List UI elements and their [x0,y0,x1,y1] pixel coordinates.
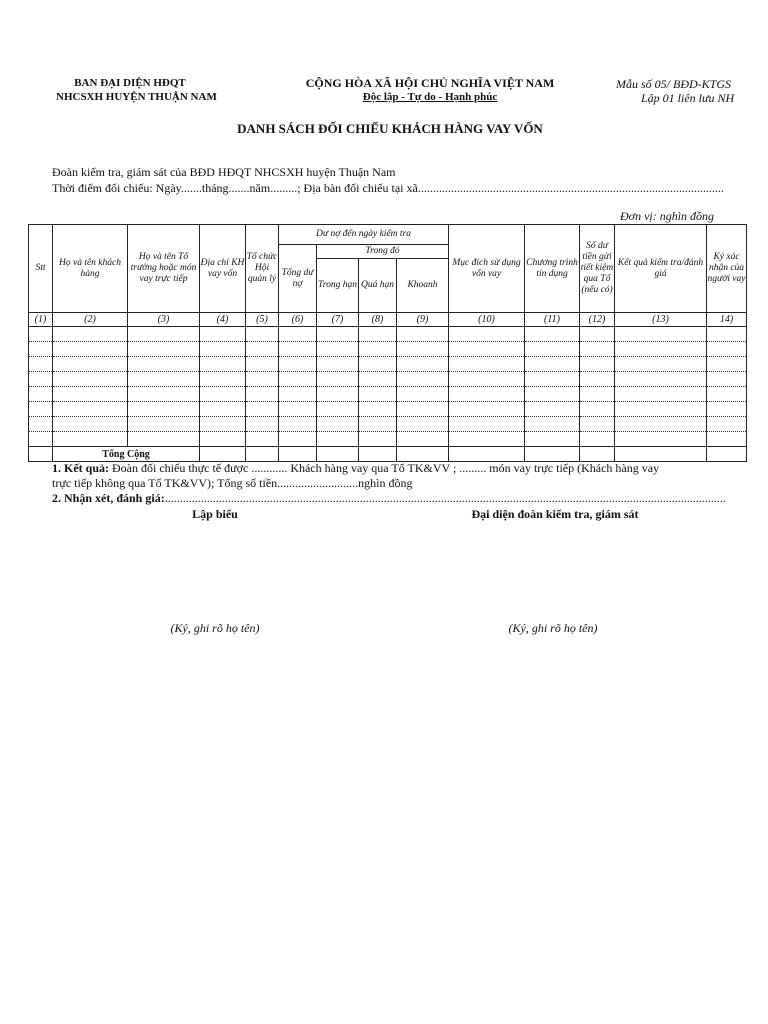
col-num: (5) [246,313,279,327]
col-num: (12) [580,313,615,327]
table-row [29,342,747,357]
total-row [29,447,747,462]
table-row [29,417,747,432]
prepared-by-sign-note: (Ký, ghi rõ họ tên) [170,621,260,635]
comment-label: 2. Nhận xét, đánh giá: [52,491,165,505]
comment-section [52,491,742,506]
col-num: (13) [615,313,707,327]
column-number-row [29,313,747,327]
col-signature: Ký xác nhận của người vay [707,225,747,313]
col-num: (1) [29,313,53,327]
table-row [29,387,747,402]
result-text-2: trực tiếp không qua Tổ TK&VV); Tổng số tiền...........................nghìn đồng [52,476,413,490]
document-title: DANH SÁCH ĐỐI CHIẾU KHÁCH HÀNG VAY VỐN [237,121,543,136]
col-num: (7) [317,313,359,327]
table-row [29,372,747,387]
col-address: Địa chỉ KH vay vốn [200,225,246,313]
col-program: Chương trình tín dụng [525,225,580,313]
inspection-rep-title: Đại diện đoàn kiểm tra, giám sát [471,507,639,521]
agency-name-line1: BAN ĐẠI DIỆN HĐQT [74,77,186,89]
check-time-place-line: Thời điểm đối chiếu: Ngày.......tháng.......năm.........; Địa bàn đối chiếu tại xã...................................................................................................... [52,181,724,195]
form-code: Mẫu số 05/ BĐD-KTGS [616,77,732,91]
comment-dots: ........................................................................................................................................................................................... [164,491,726,505]
col-num: (6) [279,313,317,327]
col-num: (8) [359,313,397,327]
col-num: (10) [449,313,525,327]
col-num: (11) [525,313,580,327]
col-result: Kết quả kiểm tra/đánh giá [615,225,707,313]
col-savings: Số dư tiền gửi tiết kiệm qua Tổ (nếu có) [580,225,615,313]
table-row [29,357,747,372]
col-purpose: Mục đích sử dụng vốn vay [449,225,525,313]
table-row [29,432,747,447]
col-num: 14) [707,313,747,327]
col-stt: Stt [29,225,53,313]
total-label: Tổng Cộng [53,447,200,462]
col-organization: Tổ chức Hội quản lý [246,225,279,313]
col-leader-name: Họ và tên Tổ trưởng hoặc món vay trực tiếp [128,225,200,313]
col-debt-group: Dư nợ đến ngày kiểm tra [279,225,449,245]
unit-note: Đơn vị: nghìn đồng [620,209,715,223]
inspection-rep-sign-note: (Ký, ghi rõ họ tên) [508,621,598,635]
col-customer-name: Họ và tên khách hàng [53,225,128,313]
agency-name-line2: NHCSXH HUYỆN THUẬN NAM [56,91,217,103]
col-num: (4) [200,313,246,327]
result-text-1: Đoàn đối chiếu thực tế được ............ Khách hàng vay qua Tổ TK&VV ; ......... món vay trực tiếp (Khách hàng vay [109,461,660,475]
col-num: (2) [53,313,128,327]
col-total-debt: Tổng dư nợ [279,245,317,313]
table-row [29,402,747,417]
national-motto [290,91,570,103]
result-section [52,461,752,491]
result-label: 1. Kết quả: [52,461,109,475]
col-frozen: Khoanh [397,259,449,313]
table-row [29,327,747,342]
header-row-1 [29,225,747,245]
national-motto-text: Độc lập - Tự do - Hạnh phúc [362,91,498,103]
inspection-team-line: Đoàn kiểm tra, giám sát của BĐD HĐQT NHCSXH huyện Thuận Nam [52,165,396,179]
form-copy-note: Lập 01 liên lưu NH [641,91,735,105]
customer-check-table [28,224,747,462]
col-num: (3) [128,313,200,327]
col-inwhich: Trong đó [317,245,449,259]
national-title: CỘNG HÒA XÃ HỘI CHỦ NGHĨA VIỆT NAM [305,76,555,90]
col-num: (9) [397,313,449,327]
prepared-by-title: Lập biểu [192,507,238,521]
col-overdue: Quá hạn [359,259,397,313]
col-ontime: Trong hạn [317,259,359,313]
